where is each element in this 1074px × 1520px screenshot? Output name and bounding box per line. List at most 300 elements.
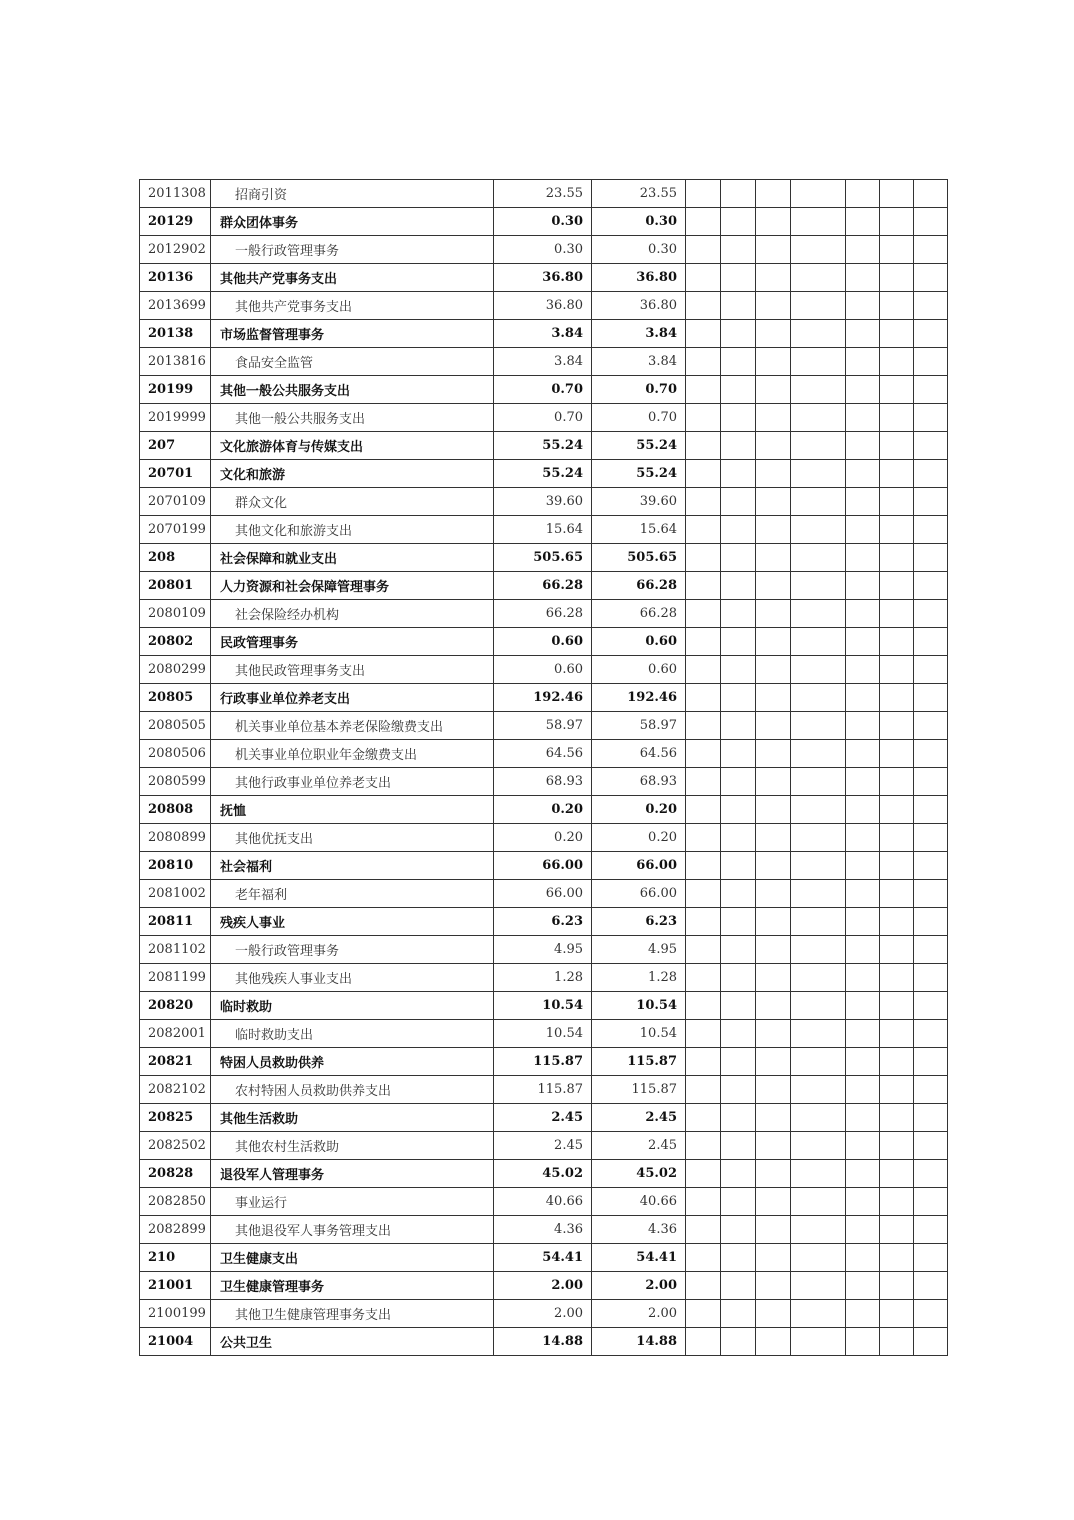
table-row — [140, 572, 948, 600]
empty-cell — [756, 404, 791, 432]
empty-cell — [756, 936, 791, 964]
item-name-cell: 抚恤 — [211, 796, 494, 824]
empty-cell — [756, 824, 791, 852]
empty-cell — [756, 544, 791, 572]
empty-cell — [686, 1132, 721, 1160]
empty-cell — [721, 1104, 756, 1132]
empty-cell — [791, 404, 846, 432]
empty-cell — [914, 684, 948, 712]
empty-cell — [686, 264, 721, 292]
empty-cell — [756, 1216, 791, 1244]
empty-cell — [721, 600, 756, 628]
empty-cell — [756, 628, 791, 656]
empty-cell — [686, 1188, 721, 1216]
empty-cell — [846, 376, 880, 404]
empty-cell — [721, 992, 756, 1020]
code-cell: 20199 — [140, 376, 211, 404]
empty-cell — [914, 768, 948, 796]
empty-cell — [756, 1048, 791, 1076]
code-cell: 20828 — [140, 1160, 211, 1188]
code-cell: 208 — [140, 544, 211, 572]
empty-cell — [791, 1272, 846, 1300]
empty-cell — [756, 1188, 791, 1216]
empty-cell — [846, 264, 880, 292]
empty-cell — [846, 1104, 880, 1132]
amount-total-cell: 3.84 — [494, 320, 592, 348]
empty-cell — [791, 824, 846, 852]
code-cell: 2082850 — [140, 1188, 211, 1216]
empty-cell — [686, 964, 721, 992]
empty-cell — [914, 992, 948, 1020]
empty-cell — [846, 1048, 880, 1076]
empty-cell — [686, 544, 721, 572]
code-cell: 2080899 — [140, 824, 211, 852]
empty-cell — [846, 488, 880, 516]
empty-cell — [791, 880, 846, 908]
item-name-cell: 事业运行 — [211, 1188, 494, 1216]
empty-cell — [756, 264, 791, 292]
empty-cell — [914, 1020, 948, 1048]
table-row — [140, 1188, 948, 1216]
amount-total-cell: 0.60 — [494, 656, 592, 684]
empty-cell — [686, 488, 721, 516]
empty-cell — [846, 600, 880, 628]
item-name-cell: 临时救助支出 — [211, 1020, 494, 1048]
empty-cell — [686, 684, 721, 712]
empty-cell — [686, 516, 721, 544]
amount-basic-cell: 45.02 — [592, 1160, 686, 1188]
code-cell: 20136 — [140, 264, 211, 292]
empty-cell — [756, 908, 791, 936]
code-cell: 2013816 — [140, 348, 211, 376]
empty-cell — [721, 1132, 756, 1160]
empty-cell — [721, 516, 756, 544]
table-row — [140, 1132, 948, 1160]
empty-cell — [914, 1076, 948, 1104]
empty-cell — [686, 1020, 721, 1048]
item-name-cell: 人力资源和社会保障管理事务 — [211, 572, 494, 600]
code-cell: 2080299 — [140, 656, 211, 684]
table-row — [140, 712, 948, 740]
empty-cell — [756, 1328, 791, 1356]
empty-cell — [791, 992, 846, 1020]
code-cell: 21004 — [140, 1328, 211, 1356]
empty-cell — [721, 348, 756, 376]
code-cell: 20802 — [140, 628, 211, 656]
item-name-cell: 卫生健康支出 — [211, 1244, 494, 1272]
empty-cell — [721, 908, 756, 936]
amount-total-cell: 68.93 — [494, 768, 592, 796]
amount-total-cell: 3.84 — [494, 348, 592, 376]
empty-cell — [686, 992, 721, 1020]
amount-total-cell: 2.00 — [494, 1300, 592, 1328]
empty-cell — [880, 1048, 914, 1076]
empty-cell — [846, 684, 880, 712]
amount-basic-cell: 0.20 — [592, 824, 686, 852]
empty-cell — [686, 712, 721, 740]
empty-cell — [686, 1076, 721, 1104]
empty-cell — [846, 460, 880, 488]
empty-cell — [914, 712, 948, 740]
empty-cell — [756, 180, 791, 208]
code-cell: 20811 — [140, 908, 211, 936]
amount-basic-cell: 2.00 — [592, 1300, 686, 1328]
empty-cell — [846, 908, 880, 936]
amount-total-cell: 40.66 — [494, 1188, 592, 1216]
table-row — [140, 768, 948, 796]
item-name-cell: 其他文化和旅游支出 — [211, 516, 494, 544]
empty-cell — [880, 684, 914, 712]
empty-cell — [686, 208, 721, 236]
table-body — [140, 180, 948, 1356]
empty-cell — [791, 1328, 846, 1356]
empty-cell — [791, 1188, 846, 1216]
empty-cell — [880, 264, 914, 292]
table-row — [140, 1328, 948, 1356]
empty-cell — [846, 656, 880, 684]
empty-cell — [756, 460, 791, 488]
item-name-cell: 文化旅游体育与传媒支出 — [211, 432, 494, 460]
empty-cell — [791, 1020, 846, 1048]
table-row — [140, 264, 948, 292]
empty-cell — [791, 740, 846, 768]
amount-total-cell: 66.00 — [494, 880, 592, 908]
empty-cell — [686, 1272, 721, 1300]
table-row — [140, 208, 948, 236]
empty-cell — [756, 796, 791, 824]
item-name-cell: 老年福利 — [211, 880, 494, 908]
empty-cell — [880, 1160, 914, 1188]
empty-cell — [686, 1328, 721, 1356]
empty-cell — [721, 1300, 756, 1328]
empty-cell — [846, 1188, 880, 1216]
item-name-cell: 食品安全监管 — [211, 348, 494, 376]
empty-cell — [791, 432, 846, 460]
budget-table — [139, 179, 948, 1356]
empty-cell — [846, 796, 880, 824]
empty-cell — [791, 488, 846, 516]
empty-cell — [721, 768, 756, 796]
empty-cell — [721, 1048, 756, 1076]
empty-cell — [846, 236, 880, 264]
empty-cell — [791, 796, 846, 824]
empty-cell — [914, 572, 948, 600]
code-cell: 2081102 — [140, 936, 211, 964]
empty-cell — [686, 824, 721, 852]
empty-cell — [880, 1300, 914, 1328]
amount-total-cell: 505.65 — [494, 544, 592, 572]
item-name-cell: 临时救助 — [211, 992, 494, 1020]
table-row — [140, 852, 948, 880]
empty-cell — [686, 460, 721, 488]
empty-cell — [721, 628, 756, 656]
empty-cell — [914, 1104, 948, 1132]
empty-cell — [721, 236, 756, 264]
empty-cell — [686, 348, 721, 376]
empty-cell — [756, 320, 791, 348]
empty-cell — [791, 768, 846, 796]
empty-cell — [721, 1272, 756, 1300]
empty-cell — [846, 936, 880, 964]
code-cell: 207 — [140, 432, 211, 460]
empty-cell — [880, 852, 914, 880]
empty-cell — [846, 292, 880, 320]
empty-cell — [914, 180, 948, 208]
empty-cell — [791, 1076, 846, 1104]
code-cell: 20138 — [140, 320, 211, 348]
empty-cell — [721, 824, 756, 852]
empty-cell — [791, 656, 846, 684]
empty-cell — [756, 1104, 791, 1132]
empty-cell — [721, 404, 756, 432]
empty-cell — [880, 1328, 914, 1356]
item-name-cell: 民政管理事务 — [211, 628, 494, 656]
amount-total-cell: 4.36 — [494, 1216, 592, 1244]
empty-cell — [756, 880, 791, 908]
amount-total-cell: 10.54 — [494, 992, 592, 1020]
item-name-cell: 一般行政管理事务 — [211, 936, 494, 964]
empty-cell — [721, 292, 756, 320]
table-row — [140, 992, 948, 1020]
amount-basic-cell: 0.30 — [592, 236, 686, 264]
empty-cell — [791, 572, 846, 600]
empty-cell — [721, 460, 756, 488]
empty-cell — [756, 684, 791, 712]
empty-cell — [721, 1328, 756, 1356]
empty-cell — [686, 796, 721, 824]
empty-cell — [791, 1048, 846, 1076]
empty-cell — [756, 964, 791, 992]
empty-cell — [846, 1020, 880, 1048]
empty-cell — [914, 656, 948, 684]
empty-cell — [721, 964, 756, 992]
item-name-cell: 其他退役军人事务管理支出 — [211, 1216, 494, 1244]
empty-cell — [914, 1272, 948, 1300]
empty-cell — [880, 376, 914, 404]
empty-cell — [791, 180, 846, 208]
item-name-cell: 其他行政事业单位养老支出 — [211, 768, 494, 796]
amount-basic-cell: 3.84 — [592, 348, 686, 376]
amount-total-cell: 192.46 — [494, 684, 592, 712]
empty-cell — [880, 908, 914, 936]
empty-cell — [791, 600, 846, 628]
empty-cell — [791, 628, 846, 656]
item-name-cell: 其他残疾人事业支出 — [211, 964, 494, 992]
empty-cell — [721, 208, 756, 236]
table-row — [140, 628, 948, 656]
empty-cell — [880, 572, 914, 600]
empty-cell — [914, 488, 948, 516]
empty-cell — [686, 880, 721, 908]
empty-cell — [791, 908, 846, 936]
empty-cell — [846, 852, 880, 880]
empty-cell — [686, 404, 721, 432]
empty-cell — [791, 852, 846, 880]
empty-cell — [914, 880, 948, 908]
empty-cell — [686, 1300, 721, 1328]
amount-total-cell: 58.97 — [494, 712, 592, 740]
code-cell: 2082502 — [140, 1132, 211, 1160]
empty-cell — [791, 292, 846, 320]
code-cell: 20810 — [140, 852, 211, 880]
empty-cell — [914, 796, 948, 824]
table-row — [140, 1104, 948, 1132]
empty-cell — [914, 460, 948, 488]
amount-basic-cell: 6.23 — [592, 908, 686, 936]
empty-cell — [756, 740, 791, 768]
empty-cell — [846, 348, 880, 376]
empty-cell — [686, 320, 721, 348]
amount-basic-cell: 192.46 — [592, 684, 686, 712]
empty-cell — [914, 208, 948, 236]
empty-cell — [914, 852, 948, 880]
empty-cell — [791, 544, 846, 572]
empty-cell — [846, 1160, 880, 1188]
amount-total-cell: 66.28 — [494, 600, 592, 628]
item-name-cell: 一般行政管理事务 — [211, 236, 494, 264]
amount-total-cell: 2.45 — [494, 1132, 592, 1160]
code-cell: 2070199 — [140, 516, 211, 544]
item-name-cell: 社会福利 — [211, 852, 494, 880]
empty-cell — [756, 432, 791, 460]
empty-cell — [880, 768, 914, 796]
empty-cell — [791, 348, 846, 376]
amount-basic-cell: 0.70 — [592, 404, 686, 432]
item-name-cell: 市场监督管理事务 — [211, 320, 494, 348]
amount-total-cell: 2.00 — [494, 1272, 592, 1300]
amount-basic-cell: 0.30 — [592, 208, 686, 236]
amount-total-cell: 45.02 — [494, 1160, 592, 1188]
empty-cell — [846, 180, 880, 208]
empty-cell — [721, 852, 756, 880]
empty-cell — [880, 516, 914, 544]
empty-cell — [846, 768, 880, 796]
empty-cell — [686, 236, 721, 264]
table-row — [140, 656, 948, 684]
code-cell: 2013699 — [140, 292, 211, 320]
code-cell: 2081199 — [140, 964, 211, 992]
empty-cell — [880, 880, 914, 908]
empty-cell — [791, 236, 846, 264]
empty-cell — [846, 992, 880, 1020]
amount-basic-cell: 66.28 — [592, 572, 686, 600]
empty-cell — [880, 936, 914, 964]
empty-cell — [721, 712, 756, 740]
empty-cell — [791, 376, 846, 404]
empty-cell — [880, 292, 914, 320]
empty-cell — [880, 348, 914, 376]
empty-cell — [914, 1328, 948, 1356]
table-row — [140, 880, 948, 908]
empty-cell — [756, 292, 791, 320]
table-row — [140, 180, 948, 208]
empty-cell — [756, 712, 791, 740]
empty-cell — [914, 1300, 948, 1328]
empty-cell — [914, 740, 948, 768]
empty-cell — [846, 432, 880, 460]
empty-cell — [721, 656, 756, 684]
empty-cell — [914, 516, 948, 544]
empty-cell — [914, 348, 948, 376]
amount-total-cell: 2.45 — [494, 1104, 592, 1132]
amount-basic-cell: 4.95 — [592, 936, 686, 964]
empty-cell — [846, 1272, 880, 1300]
code-cell: 2080506 — [140, 740, 211, 768]
empty-cell — [880, 208, 914, 236]
empty-cell — [846, 628, 880, 656]
empty-cell — [686, 600, 721, 628]
empty-cell — [880, 628, 914, 656]
table-row — [140, 1216, 948, 1244]
item-name-cell: 社会保障和就业支出 — [211, 544, 494, 572]
empty-cell — [791, 712, 846, 740]
empty-cell — [756, 1244, 791, 1272]
empty-cell — [914, 1188, 948, 1216]
empty-cell — [686, 852, 721, 880]
empty-cell — [721, 1244, 756, 1272]
item-name-cell: 机关事业单位基本养老保险缴费支出 — [211, 712, 494, 740]
table-row — [140, 908, 948, 936]
amount-total-cell: 0.70 — [494, 404, 592, 432]
empty-cell — [686, 1216, 721, 1244]
empty-cell — [686, 908, 721, 936]
empty-cell — [880, 1104, 914, 1132]
code-cell: 2070109 — [140, 488, 211, 516]
empty-cell — [880, 180, 914, 208]
empty-cell — [880, 1132, 914, 1160]
empty-cell — [846, 208, 880, 236]
empty-cell — [880, 404, 914, 432]
amount-basic-cell: 58.97 — [592, 712, 686, 740]
table-row — [140, 936, 948, 964]
code-cell: 2082899 — [140, 1216, 211, 1244]
empty-cell — [880, 1188, 914, 1216]
item-name-cell: 残疾人事业 — [211, 908, 494, 936]
empty-cell — [914, 376, 948, 404]
amount-basic-cell: 23.55 — [592, 180, 686, 208]
empty-cell — [756, 236, 791, 264]
code-cell: 2011308 — [140, 180, 211, 208]
table-row — [140, 1048, 948, 1076]
code-cell: 20805 — [140, 684, 211, 712]
empty-cell — [846, 964, 880, 992]
code-cell: 20820 — [140, 992, 211, 1020]
empty-cell — [721, 684, 756, 712]
code-cell: 2019999 — [140, 404, 211, 432]
empty-cell — [721, 572, 756, 600]
code-cell: 20821 — [140, 1048, 211, 1076]
empty-cell — [914, 628, 948, 656]
empty-cell — [721, 1076, 756, 1104]
amount-basic-cell: 10.54 — [592, 992, 686, 1020]
empty-cell — [914, 824, 948, 852]
empty-cell — [791, 964, 846, 992]
amount-basic-cell: 55.24 — [592, 432, 686, 460]
empty-cell — [914, 936, 948, 964]
empty-cell — [914, 432, 948, 460]
empty-cell — [880, 1076, 914, 1104]
empty-cell — [756, 572, 791, 600]
table-row — [140, 1272, 948, 1300]
table-row — [140, 1160, 948, 1188]
amount-basic-cell: 2.45 — [592, 1132, 686, 1160]
empty-cell — [880, 236, 914, 264]
table-row — [140, 320, 948, 348]
code-cell: 20701 — [140, 460, 211, 488]
amount-basic-cell: 4.36 — [592, 1216, 686, 1244]
amount-basic-cell: 0.60 — [592, 656, 686, 684]
empty-cell — [791, 1104, 846, 1132]
